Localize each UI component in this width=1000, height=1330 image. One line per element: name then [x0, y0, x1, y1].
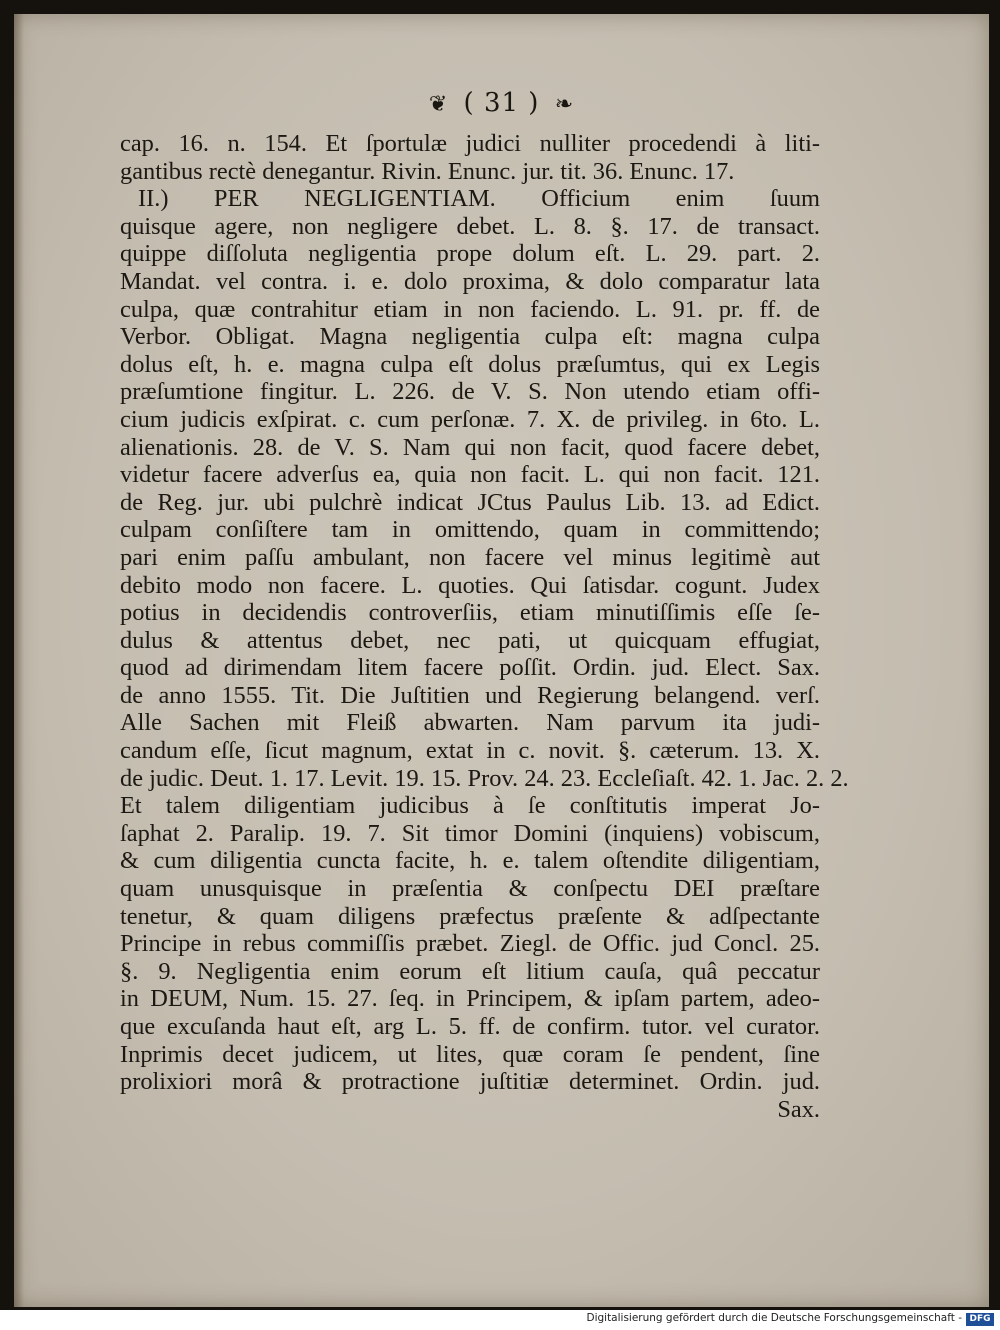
ornament-right-icon: ❧	[554, 91, 575, 117]
text-line: Alle Sachen mit Fleiß abwarten. Nam parvum ita judi-	[120, 709, 820, 737]
text-line: Inprimis decet judicem, ut lites, quæ coram ſe pendent, ſine	[120, 1040, 820, 1068]
text-line: alienationis. 28. de V. S. Nam qui non facit, quod facere debet,	[120, 433, 820, 461]
text-line: culpam conſiſtere tam in omittendo, quam in committendo;	[120, 516, 820, 544]
text-line: & cum diligentia cuncta facite, h. e. talem oſtendite diligentiam,	[120, 847, 820, 875]
text-line: candum eſſe, ſicut magnum, extat in c. novit. §. cæterum. 13. X.	[120, 737, 820, 765]
text-line: de anno 1555. Tit. Die Juſtitien und Regierung belangend. verſ.	[120, 681, 820, 709]
text-line: quippe diſſoluta negligentia prope dolum eſt. L. 29. part. 2.	[120, 240, 820, 268]
text-line: prolixiori morâ & protractione juſtitiæ determinet. Ordin. jud.	[120, 1068, 820, 1096]
dfg-logo-icon: DFG	[966, 1313, 994, 1326]
text-line: ſaphat 2. Paralip. 19. 7. Sit timor Domini (inquiens) vobiscum,	[120, 819, 820, 847]
page-header	[14, 88, 989, 118]
text-line: dulus & attentus debet, nec pati, ut quicquam effugiat,	[120, 626, 820, 654]
text-line: quisque agere, non negligere debet. L. 8. §. 17. de transact.	[120, 212, 820, 240]
ornament-left-icon: ❦	[428, 91, 449, 117]
text-line: dolus eſt, h. e. magna culpa eſt dolus præſumtus, qui ex Legis	[120, 350, 820, 378]
text-line: tenetur, & quam diligens præfectus præſente & adſpectante	[120, 902, 820, 930]
text-line: Et talem diligentiam judicibus à ſe conſtitutis imperat Jo-	[120, 792, 820, 820]
text-line: debito modo non facere. L. quoties. Qui ſatisdar. cogunt. Judex	[120, 571, 820, 599]
text-line: quod ad dirimendam litem facere poſſit. Ordin. jud. Elect. Sax.	[120, 654, 820, 682]
text-line: cap. 16. n. 154. Et ſportulæ judici nulliter procedendi à liti-	[120, 130, 820, 157]
text-line: potius in decidendis controverſiis, etiam minutiſſimis eſſe ſe-	[120, 599, 820, 627]
text-line: gantibus rectè denegantur. Rivin. Enunc. jur. tit. 36. Enunc. 17.	[120, 157, 735, 185]
text-line: que excuſanda haut eſt, arg L. 5. ff. de confirm. tutor. vel curator.	[120, 1013, 820, 1040]
text-line: §. 9. Negligentia enim eorum eſt litium cauſa, quâ peccatur	[120, 957, 820, 985]
text-line: videtur facere adverſus ea, quia non facit. L. qui non facit. 121.	[120, 461, 820, 489]
text-line: præſumtione fingitur. L. 226. de V. S. Non utendo etiam offi-	[120, 378, 820, 406]
page-number: ( 31 )	[463, 88, 540, 118]
text-line: Mandat. vel contra. i. e. dolo proxima, & dolo comparatur lata	[120, 267, 820, 295]
page-text-block	[120, 130, 849, 1123]
text-line: in DEUM, Num. 15. 27. ſeq. in Principem, & ipſam partem, adeo-	[120, 985, 820, 1013]
text-line: cium judicis exſpirat. c. cum perſonæ. 7. X. de privileg. in 6to. L.	[120, 405, 820, 433]
catchword: Sax.	[777, 1095, 820, 1123]
digitization-credit: Digitalisierung gefördert durch die Deutsche Forschungsgemeinschaft -	[586, 1312, 962, 1324]
text-line: de Reg. jur. ubi pulchrè indicat JCtus Paulus Lib. 13. ad Edict.	[120, 488, 820, 516]
book-page	[14, 14, 989, 1307]
text-line: Verbor. Obligat. Magna negligentia culpa eſt: magna culpa	[120, 323, 820, 351]
page-gutter-shadow	[14, 14, 24, 1307]
text-line: pari enim paſſu ambulant, non facere vel minus legitimè aut	[120, 543, 820, 571]
text-line: de judic. Deut. 1. 17. Levit. 19. 15. Prov. 24. 23. Eccleſiaſt. 42. 1. Jac. 2. 2.	[120, 764, 849, 792]
text-line: culpa, quæ contrahitur etiam in non faciendo. L. 91. pr. ff. de	[120, 295, 820, 323]
text-line: II.) PER NEGLIGENTIAM. Officium enim ſuum	[138, 185, 820, 213]
text-line: Principe in rebus commiſſis præbet. Ziegl. de Offic. jud Concl. 25.	[120, 930, 820, 958]
text-line: quam unusquisque in præſentia & conſpectu DEI præſtare	[120, 875, 820, 903]
